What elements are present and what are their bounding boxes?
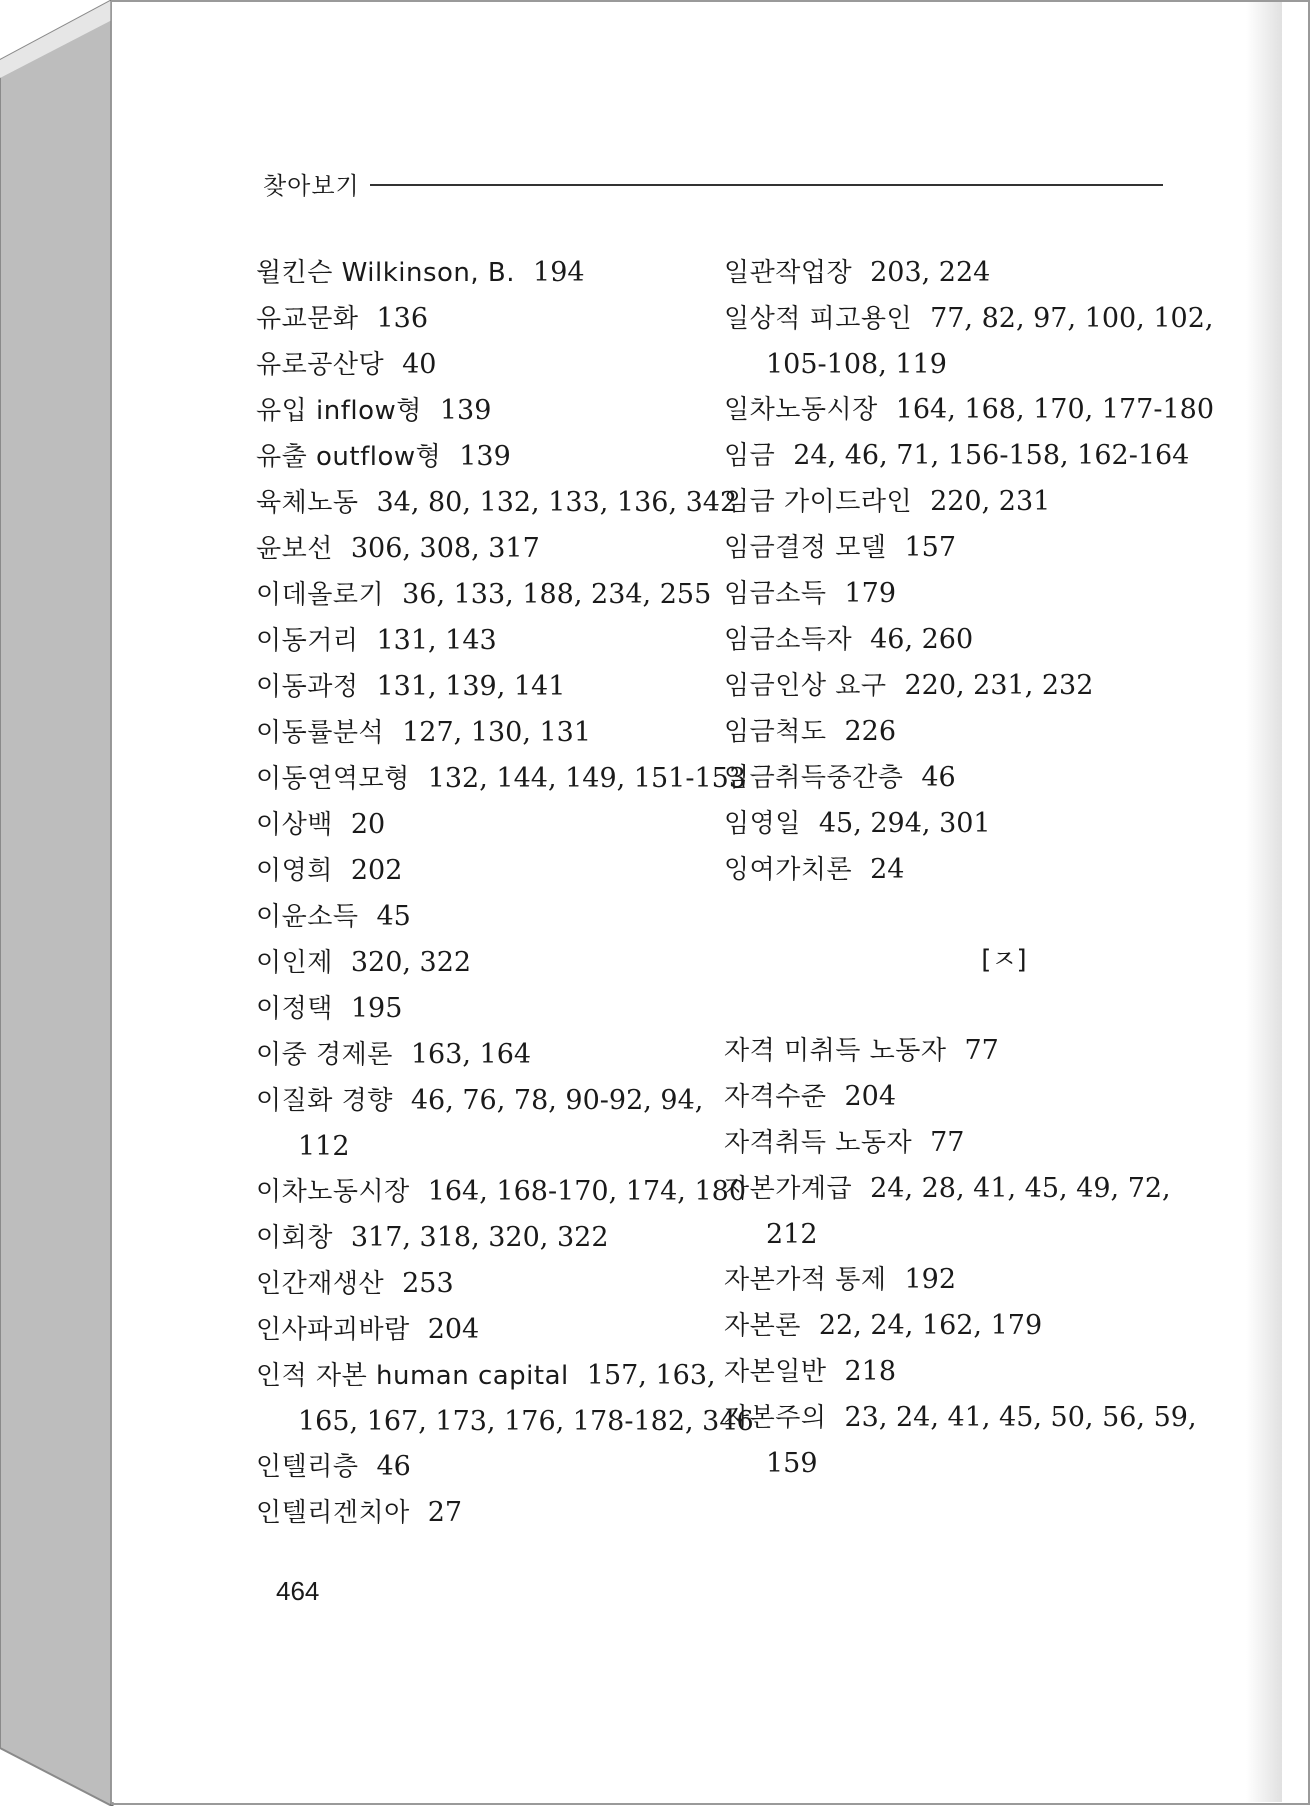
index-entry — [724, 1349, 1174, 1395]
index-pages: 202 — [350, 855, 403, 886]
index-entry — [724, 709, 1174, 755]
index-term: 잉여가치론 — [724, 855, 853, 885]
index-term: 이중 경제론 — [256, 1040, 393, 1070]
index-entry — [256, 664, 686, 710]
index-term: 임금척도 — [724, 717, 827, 747]
header-rule — [370, 184, 1163, 186]
index-entry — [256, 1353, 754, 1444]
index-term: 윤보선 — [256, 534, 333, 564]
index-pages: 27 — [427, 1497, 463, 1528]
index-pages: 46 — [376, 1451, 411, 1482]
section-spacer — [724, 893, 1174, 938]
index-pages: 77, 82, 97, 100, 102, — [930, 303, 1214, 334]
index-pages: 136 — [376, 303, 429, 334]
index-pages: 320, 322 — [350, 947, 472, 978]
index-pages: 226 — [844, 716, 897, 747]
index-term: 일차노동시장 — [724, 395, 878, 425]
index-pages: 77 — [930, 1127, 965, 1158]
index-term: 이인제 — [256, 948, 333, 978]
index-pages: 192 — [904, 1264, 957, 1295]
index-entry — [724, 571, 1174, 617]
index-pages: 46 — [921, 762, 956, 793]
index-term: 이차노동시장 — [256, 1177, 410, 1207]
index-entry — [724, 296, 1214, 387]
index-entry — [256, 1169, 746, 1215]
index-pages: 46, 260 — [870, 624, 974, 655]
index-term: 자격수준 — [724, 1082, 827, 1112]
page-header — [263, 163, 1163, 203]
index-pages: 46, 76, 78, 90-92, 94, — [410, 1085, 704, 1116]
index-entry — [256, 940, 686, 986]
index-entry — [724, 663, 1174, 709]
index-pages: 45, 294, 301 — [818, 808, 991, 839]
index-entry — [724, 479, 1174, 525]
index-entry — [724, 1257, 1174, 1303]
index-term: 자본가적 통제 — [724, 1265, 887, 1295]
index-entry — [256, 894, 686, 940]
index-term: 임금결정 모델 — [724, 533, 887, 563]
index-term: 자본론 — [724, 1311, 801, 1341]
index-entry — [256, 1215, 686, 1261]
index-entry — [724, 1303, 1174, 1349]
index-pages: 40 — [402, 349, 437, 380]
index-entry — [256, 986, 686, 1032]
index-term: 임금소득자 — [724, 625, 853, 655]
index-pages: 164, 168-170, 174, 180 — [427, 1176, 746, 1207]
index-entry — [256, 618, 686, 664]
index-pages: 164, 168, 170, 177-180 — [895, 394, 1214, 425]
index-pages: 22, 24, 162, 179 — [818, 1310, 1043, 1341]
index-term: 이윤소득 — [256, 902, 359, 932]
index-entry — [256, 1261, 686, 1307]
index-term: 이동연역모형 — [256, 764, 410, 794]
index-pages: 24, 46, 71, 156-158, 162-164 — [793, 440, 1190, 471]
index-pages: 306, 308, 317 — [350, 533, 540, 564]
index-term: 임금인상 요구 — [724, 671, 887, 701]
index-term: 임금소득 — [724, 579, 827, 609]
index-pages: 24, 28, 41, 45, 49, 72, — [870, 1173, 1171, 1204]
index-entry — [256, 756, 746, 802]
index-entry — [256, 250, 686, 296]
index-pages: 127, 130, 131 — [402, 717, 592, 748]
index-pages: 131, 143 — [376, 625, 497, 656]
index-term: 육체노동 — [256, 488, 359, 518]
index-entry — [724, 1120, 1174, 1166]
index-pages-continued: 159 — [766, 1448, 818, 1479]
index-term: 인사파괴바람 — [256, 1315, 410, 1345]
index-term: 유로공산당 — [256, 350, 385, 380]
index-term: 자본일반 — [724, 1357, 827, 1387]
index-term: 윌킨슨 Wilkinson, B. — [256, 258, 516, 288]
index-pages-continued: 212 — [766, 1219, 818, 1250]
index-term: 이정택 — [256, 994, 333, 1024]
index-column-right — [724, 250, 1214, 1486]
index-entry — [724, 1028, 1174, 1074]
index-pages: 45 — [376, 901, 411, 932]
index-term: 임금 가이드라인 — [724, 487, 913, 517]
index-entry — [724, 1395, 1197, 1486]
index-term: 자본주의 — [724, 1403, 827, 1433]
index-pages: 218 — [844, 1356, 897, 1387]
index-pages: 34, 80, 132, 133, 136, 342 — [376, 487, 738, 518]
index-entry — [724, 387, 1214, 433]
index-entry — [256, 710, 686, 756]
index-entry — [256, 526, 686, 572]
index-term: 이회창 — [256, 1223, 333, 1253]
index-pages: 220, 231 — [930, 486, 1051, 517]
index-pages: 204 — [427, 1314, 480, 1345]
index-entry — [724, 617, 1174, 663]
index-entry — [724, 250, 1174, 296]
index-pages: 317, 318, 320, 322 — [350, 1222, 609, 1253]
page-edge-shadow — [1246, 2, 1282, 1802]
index-entry — [256, 802, 686, 848]
index-term: 인간재생산 — [256, 1269, 385, 1299]
index-term: 이질화 경향 — [256, 1086, 393, 1116]
index-entry — [724, 525, 1174, 571]
index-pages: 157, 163, — [586, 1360, 716, 1391]
index-term: 자격취득 노동자 — [724, 1128, 913, 1158]
index-entry — [256, 1444, 686, 1490]
index-term: 일상적 피고용인 — [724, 304, 913, 334]
index-pages: 139 — [439, 395, 492, 426]
section-spacer — [724, 983, 1174, 1028]
index-entry — [724, 433, 1190, 479]
index-entry — [256, 848, 686, 894]
index-term: 자격 미취득 노동자 — [724, 1036, 947, 1066]
index-term: 유입 inflow형 — [256, 396, 422, 426]
index-pages-continued: 105-108, 119 — [766, 349, 947, 380]
index-term: 유출 outflow형 — [256, 442, 442, 472]
index-pages: 204 — [844, 1081, 897, 1112]
index-pages: 195 — [350, 993, 403, 1024]
index-pages: 253 — [402, 1268, 454, 1299]
index-pages: 139 — [459, 441, 511, 472]
index-pages: 157 — [904, 532, 957, 563]
index-entry — [724, 847, 1174, 893]
index-pages: 131, 139, 141 — [376, 671, 566, 702]
header-title: 찾아보기 — [263, 171, 360, 200]
index-entry — [724, 801, 1174, 847]
index-term: 이동과정 — [256, 672, 359, 702]
index-pages: 163, 164 — [410, 1039, 532, 1070]
index-pages: 24 — [870, 854, 905, 885]
index-term: 인텔리층 — [256, 1452, 359, 1482]
index-entry — [724, 755, 1174, 801]
index-entry — [256, 1032, 686, 1078]
index-pages: 132, 144, 149, 151-153 — [427, 763, 746, 794]
index-pages: 220, 231, 232 — [904, 670, 1094, 701]
index-term: 임영일 — [724, 809, 801, 839]
index-entry — [256, 388, 686, 434]
index-pages: 36, 133, 188, 234, 255 — [402, 579, 712, 610]
index-pages: 194 — [533, 257, 585, 288]
index-pages-continued: 112 — [298, 1131, 350, 1162]
index-term: 인텔리겐치아 — [256, 1498, 410, 1528]
index-term: 임금 — [724, 441, 776, 471]
index-entry — [256, 480, 738, 526]
index-term: 이동률분석 — [256, 718, 385, 748]
index-entry — [724, 1074, 1174, 1120]
index-pages: 20 — [350, 809, 386, 840]
index-entry — [256, 1078, 704, 1169]
index-entry — [256, 1307, 686, 1353]
index-term: 인적 자본 human capital — [256, 1361, 569, 1391]
index-pages: 23, 24, 41, 45, 50, 56, 59, — [844, 1402, 1197, 1433]
index-term: 자본가계급 — [724, 1174, 853, 1204]
index-entry — [256, 1490, 686, 1536]
index-pages: 179 — [844, 578, 897, 609]
index-entry — [256, 342, 686, 388]
index-term: 이상백 — [256, 810, 333, 840]
index-entry — [256, 572, 712, 618]
index-term: 일관작업장 — [724, 258, 853, 288]
section-heading: [ㅈ] — [981, 945, 1027, 975]
index-term: 이영희 — [256, 856, 333, 886]
index-pages: 77 — [964, 1035, 999, 1066]
index-term: 유교문화 — [256, 304, 359, 334]
index-pages: 203, 224 — [870, 257, 991, 288]
index-term: 이데올로기 — [256, 580, 385, 610]
index-pages-continued: 165, 167, 173, 176, 178-182, 346 — [298, 1406, 754, 1437]
index-entry — [256, 296, 686, 342]
page-number: 464 — [276, 1576, 320, 1606]
index-term: 임금취득중간층 — [724, 763, 904, 793]
index-entry — [256, 434, 686, 480]
index-entry — [724, 1166, 1174, 1257]
index-term: 이동거리 — [256, 626, 359, 656]
